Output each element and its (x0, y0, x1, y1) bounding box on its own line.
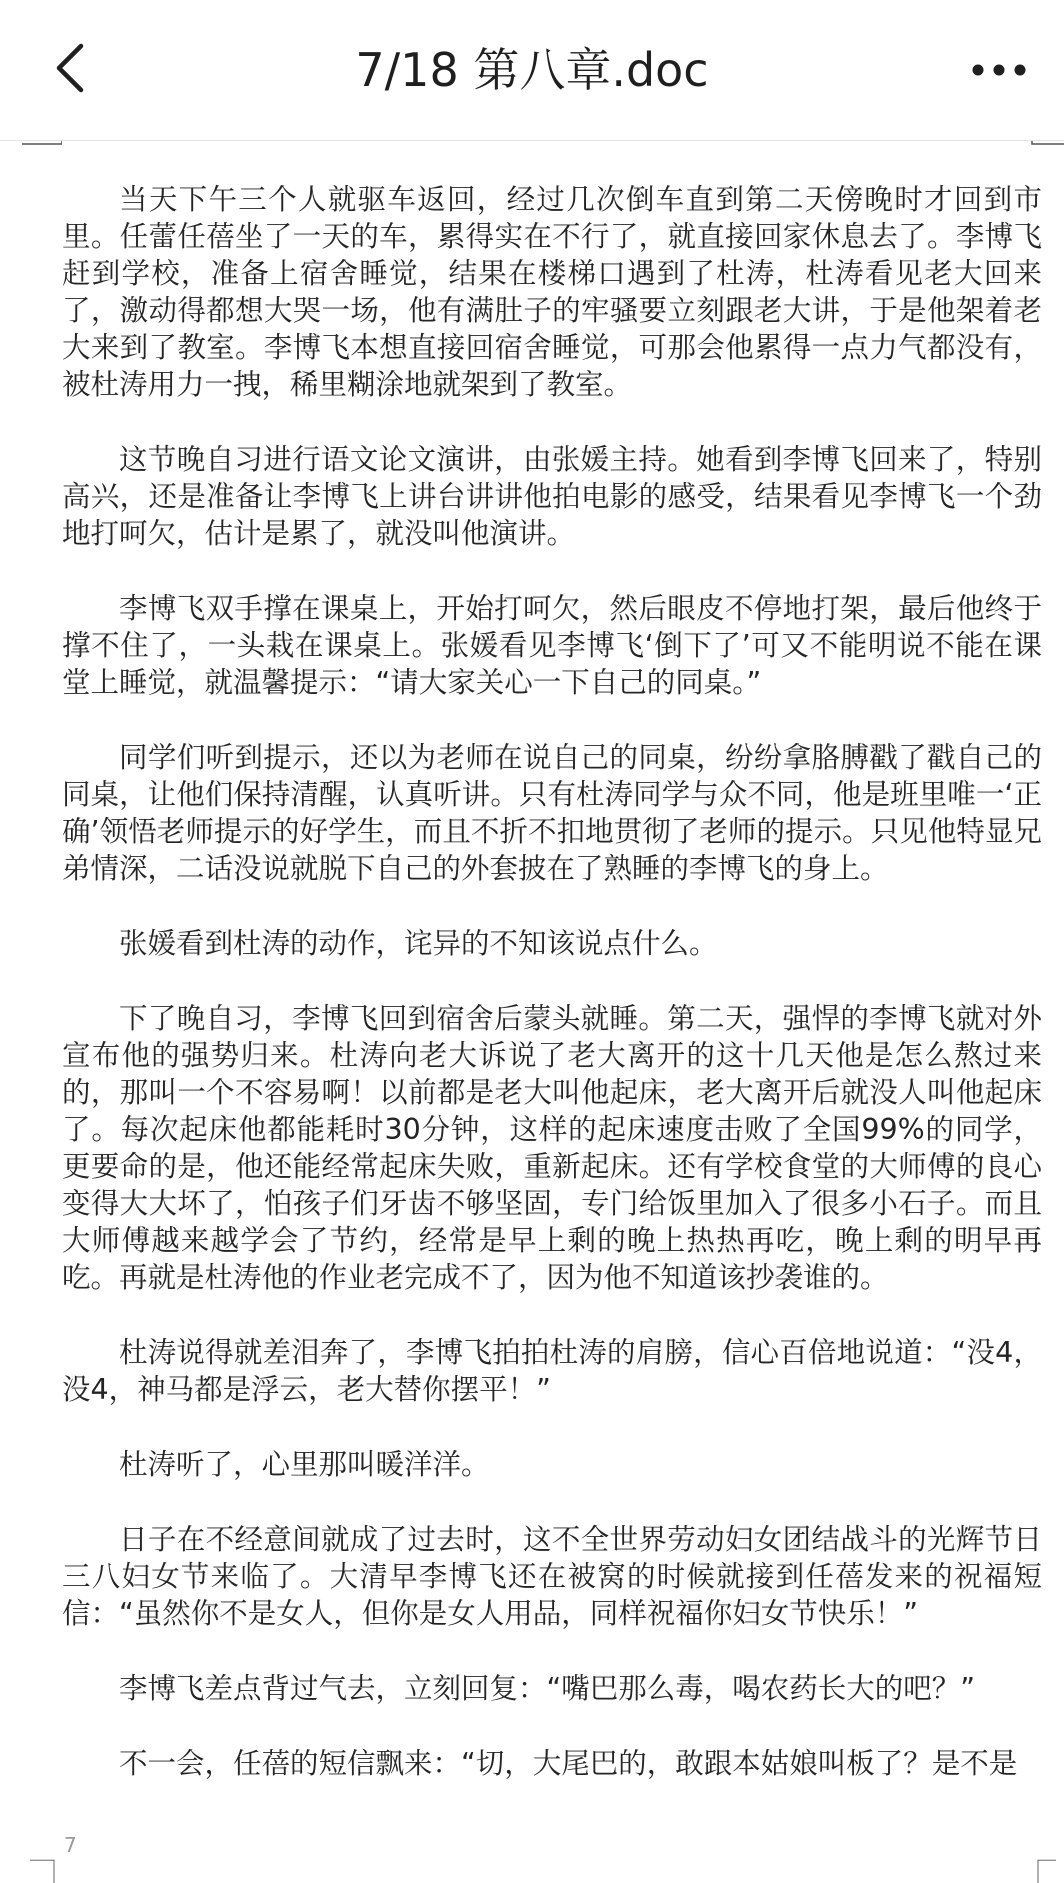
crop-mark-bottom-right (1024, 1859, 1064, 1883)
paragraph: 杜涛听了，心里那叫暖洋洋。 (119, 1448, 490, 1481)
paragraph: 杜涛说得就差泪奔了，李博飞拍拍杜涛的肩膀，信心百倍地说道：“没4，没4，神马都是浮云，老大替你摆平！” (62, 1336, 1042, 1406)
paragraph: 当天下午三个人就驱车返回，经过几次倒车直到第二天傍晚时才回到市里。任蕾任蓓坐了一天的车，累得实在不行了，就直接回家休息去了。李博飞赶到学校，准备上宿舍睡觉，结果在楼梯口遇到了杜涛，杜涛看见老大回来了，激动得都想大哭一场，他有满肚子的牢骚要立刻跟老大讲，于是他架着老大来到了教室。李博飞本想直接回宿舍睡觉，可那会他累得一点力气都没有，被杜涛用力一拽，稀里糊涂地就架到了教室。 (62, 183, 1042, 401)
crop-mark-bottom-left (22, 1859, 62, 1883)
page-number: 7 (64, 1833, 77, 1857)
paragraph: 这节晚自习进行语文论文演讲，由张媛主持。她看到李博飞回来了，特别高兴，还是准备让李博飞上讲台讲讲他拍电影的感受，结果看见李博飞一个劲地打呵欠，估计是累了，就没叫他演讲。 (62, 443, 1042, 550)
document-title: 7/18 第八章.doc (355, 43, 709, 97)
paragraph: 下了晚自习，李博飞回到宿舍后蒙头就睡。第二天，强悍的李博飞就对外宣布他的强势归来。杜涛向老大诉说了老大离开的这十几天他是怎么熬过来的，那叫一个不容易啊！以前都是老大叫他起床，老大离开后就没人叫他起床了。每次起床他都能耗时30分钟，这样的起床速度击败了全国99%的同学，更要命的是，他还能经常起床失败，重新起床。还有学校食堂的大师傅的良心变得大大坏了，怕孩子们牙齿不够坚固，专门给饭里加入了很多小石子。而且大师傅越来越学会了节约，经常是早上剩的晚上热热再吃，晚上剩的明早再吃。再就是杜涛他的作业老完成不了，因为他不知道该抄袭谁的。 (62, 1002, 1042, 1294)
document-page[interactable] (0, 141, 1064, 1883)
paragraph: 不一会，任蓓的短信飘来：“切，大尾巴的，敢跟本姑娘叫板了？是不是 (119, 1747, 1018, 1780)
crop-mark-top-right (1024, 141, 1064, 165)
more-horizontal-icon (971, 63, 1027, 77)
paragraph: 同学们听到提示，还以为老师在说自己的同桌，纷纷拿胳膊戳了戳自己的同桌，让他们保持清醒，认真听讲。只有杜涛同学与众不同，他是班里唯一‘正确’领悟老师提示的好学生，而且不折不扣地贯彻了老师的提示。只见他特显兄弟情深，二话没说就脱下自己的外套披在了熟睡的李博飞的身上。 (62, 741, 1042, 885)
paragraph: 张媛看到杜涛的动作，诧异的不知该说点什么。 (119, 927, 718, 960)
document-body (62, 181, 1042, 1820)
paragraph: 李博飞差点背过气去，立刻回复：“嘴巴那么毒，喝农药长大的吧？” (119, 1672, 976, 1705)
more-options-button[interactable] (964, 40, 1034, 100)
crop-mark-top-left (22, 141, 62, 165)
top-bar (0, 0, 1064, 141)
paragraph: 日子在不经意间就成了过去时，这不全世界劳动妇女团结战斗的光辉节日三八妇女节来临了。大清早李博飞还在被窝的时候就接到任蓓发来的祝福短信：“虽然你不是女人，但你是女人用品，同样祝福你妇女节快乐！” (62, 1523, 1042, 1630)
paragraph: 李博飞双手撑在课桌上，开始打呵欠，然后眼皮不停地打架，最后他终于撑不住了，一头栽在课桌上。张媛看见李博飞‘倒下了’可又不能明说不能在课堂上睡觉，就温馨提示：“请大家关心一下自己的同桌。” (62, 592, 1042, 699)
